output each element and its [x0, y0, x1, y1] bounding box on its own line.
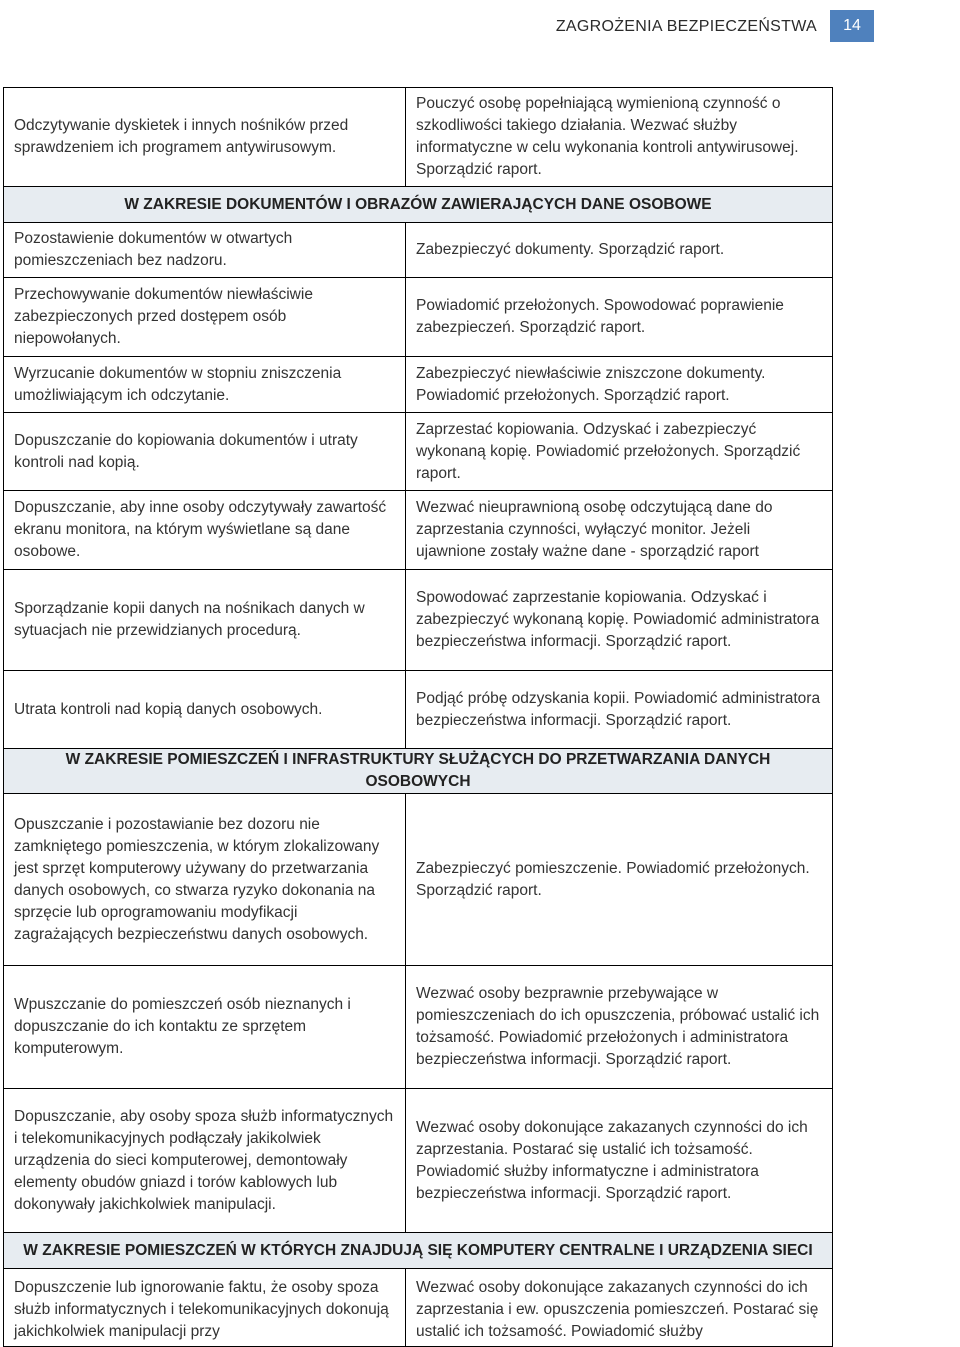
table-row	[4, 357, 833, 413]
threat-cell: Dopuszczanie do kopiowania dokumentów i utraty kontroli nad kopią.	[4, 413, 406, 491]
table-row	[4, 88, 833, 187]
action-cell: Spowodować zaprzestanie kopiowania. Odzyskać i zabezpieczyć wykonaną kopię. Powiadomić administratora bezpieczeństwa informacji. Sporządzić raport.	[406, 570, 833, 671]
action-cell: Pouczyć osobę popełniającą wymienioną czynność o szkodliwości takiego działania. Wezwać służby informatyczne w celu wykonania kontroli antywirusowej. Sporządzić raport.	[406, 88, 833, 187]
section-header-row	[4, 187, 833, 223]
table-row	[4, 570, 833, 671]
table-row	[4, 223, 833, 278]
page-header	[0, 0, 960, 60]
action-cell: Wezwać osoby dokonujące zakazanych czynności do ich zaprzestania. Postarać się ustalić ich tożsamość. Powiadomić służby informatyczne i administratora bezpieczeństwa informacji. Sporządzić raport.	[406, 1089, 833, 1233]
threat-cell: Opuszczanie i pozostawianie bez dozoru nie zamkniętego pomieszczenia, w którym zlokalizowany jest sprzęt komputerowy używany do przetwarzania danych osobowych, co stwarza ryzyko dokonania na sprzęcie lub oprogramowaniu modyfikacji zagrażających bezpieczeństwu danych osobowych.	[4, 794, 406, 966]
action-cell: Wezwać osoby bezprawnie przebywające w pomieszczeniach do ich opuszczenia, próbować ustalić ich tożsamość. Powiadomić przełożonych i administratora bezpieczeństwa informacji. Sporządzić raport.	[406, 966, 833, 1089]
threat-cell: Przechowywanie dokumentów niewłaściwie zabezpieczonych przed dostępem osób niepowołanych.	[4, 278, 406, 357]
page-number-badge	[830, 10, 874, 42]
threat-cell: Utrata kontroli nad kopią danych osobowych.	[4, 671, 406, 749]
threats-table	[3, 87, 833, 1347]
table-row	[4, 491, 833, 570]
page-number: 14	[843, 17, 861, 34]
threat-cell: Dopuszczenie lub ignorowanie faktu, że osoby spoza służb informatycznych i telekomunikacyjnych dokonują jakichkolwiek manipulacji przy	[4, 1269, 406, 1347]
action-cell: Zaprzestać kopiowania. Odzyskać i zabezpieczyć wykonaną kopię. Powiadomić przełożonych. Sporządzić raport.	[406, 413, 833, 491]
action-cell: Wezwać osoby dokonujące zakazanych czynności do ich zaprzestania i ew. opuszczenia pomieszczeń. Postarać się ustalić ich tożsamość. Powiadomić służby	[406, 1269, 833, 1347]
threat-cell: Sporządzanie kopii danych na nośnikach danych w sytuacjach nie przewidzianych procedurą.	[4, 570, 406, 671]
table-row	[4, 1089, 833, 1233]
section-header-row	[4, 749, 833, 794]
threat-cell: Dopuszczanie, aby inne osoby odczytywały zawartość ekranu monitora, na którym wyświetlane są dane osobowe.	[4, 491, 406, 570]
table-row	[4, 671, 833, 749]
action-cell: Zabezpieczyć pomieszczenie. Powiadomić przełożonych. Sporządzić raport.	[406, 794, 833, 966]
section-header: W ZAKRESIE POMIESZCZEŃ I INFRASTRUKTURY SŁUŻĄCYCH DO PRZETWARZANIA DANYCH OSOBOWYCH	[4, 749, 833, 794]
action-cell: Wezwać nieuprawnioną osobę odczytującą dane do zaprzestania czynności, wyłączyć monitor. Jeżeli ujawnione zostały ważne dane - sporządzić raport	[406, 491, 833, 570]
table-row	[4, 794, 833, 966]
threat-cell: Dopuszczanie, aby osoby spoza służb informatycznych i telekomunikacyjnych podłączały jakikolwiek urządzenia do sieci komputerowej, demontowały elementy obudów gniazd i torów kablowych lub dokonywały jakichkolwiek manipulacji.	[4, 1089, 406, 1233]
action-cell: Zabezpieczyć dokumenty. Sporządzić raport.	[406, 223, 833, 278]
header-title: ZAGROŻENIA BEZPIECZEŃSTWA	[555, 18, 817, 35]
section-header: W ZAKRESIE POMIESZCZEŃ W KTÓRYCH ZNAJDUJĄ SIĘ KOMPUTERY CENTRALNE I URZĄDZENIA SIECI	[4, 1233, 833, 1269]
table-row	[4, 1269, 833, 1347]
threat-cell: Wyrzucanie dokumentów w stopniu zniszczenia umożliwiającym ich odczytanie.	[4, 357, 406, 413]
section-header: W ZAKRESIE DOKUMENTÓW I OBRAZÓW ZAWIERAJĄCYCH DANE OSOBOWE	[4, 187, 833, 223]
threat-cell: Pozostawienie dokumentów w otwartych pomieszczeniach bez nadzoru.	[4, 223, 406, 278]
threat-cell: Odczytywanie dyskietek i innych nośników przed sprawdzeniem ich programem antywirusowym.	[4, 88, 406, 187]
action-cell: Zabezpieczyć niewłaściwie zniszczone dokumenty. Powiadomić przełożonych. Sporządzić raport.	[406, 357, 833, 413]
action-cell: Powiadomić przełożonych. Spowodować poprawienie zabezpieczeń. Sporządzić raport.	[406, 278, 833, 357]
action-cell: Podjąć próbę odzyskania kopii. Powiadomić administratora bezpieczeństwa informacji. Sporządzić raport.	[406, 671, 833, 749]
section-header-row	[4, 1233, 833, 1269]
table-row	[4, 413, 833, 491]
table-row	[4, 278, 833, 357]
table-row	[4, 966, 833, 1089]
threat-cell: Wpuszczanie do pomieszczeń osób nieznanych i dopuszczanie do ich kontaktu ze sprzętem komputerowym.	[4, 966, 406, 1089]
